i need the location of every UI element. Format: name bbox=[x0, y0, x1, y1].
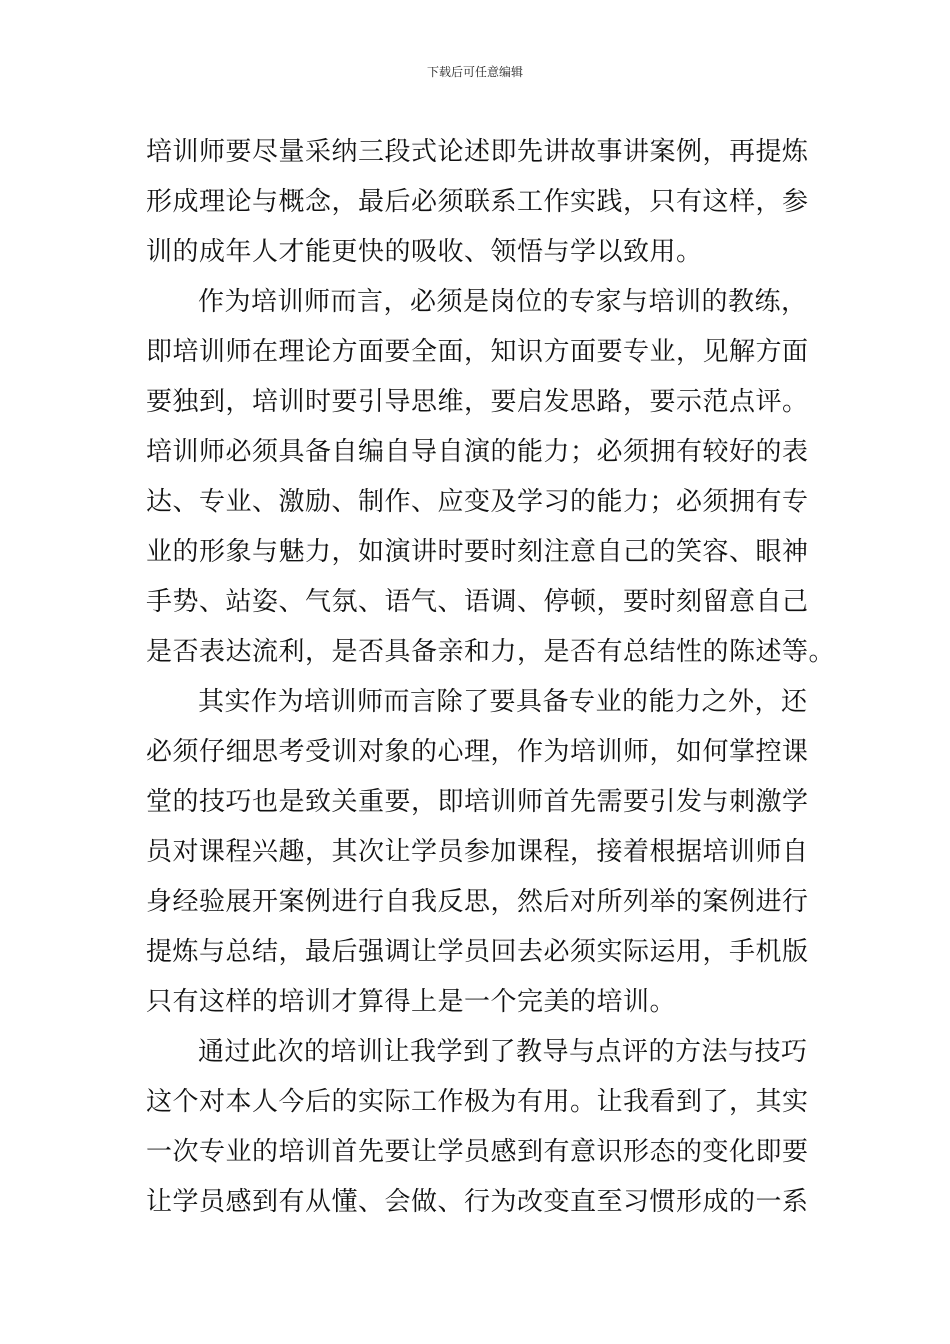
paragraph-first-line: 其实作为培训师而言除了要具备专业的能力之外，还 bbox=[198, 687, 808, 717]
text-line: 培训师要尽量采纳三段式论述即先讲故事讲案例，再提炼 bbox=[146, 137, 809, 167]
text-line: 只有这样的培训才算得上是一个完美的培训。 bbox=[146, 987, 677, 1017]
text-line: 形成理论与概念，最后必须联系工作实践，只有这样，参 bbox=[146, 187, 809, 217]
text-line: 员对课程兴趣，其次让学员参加课程，接着根据培训师自 bbox=[146, 837, 809, 867]
text-line: 达、专业、激励、制作、应变及学习的能力；必须拥有专 bbox=[146, 487, 809, 517]
text-line: 要独到，培训时要引导思维，要启发思路，要示范点评。 bbox=[146, 387, 809, 417]
text-line: 这个对本人今后的实际工作极为有用。让我看到了，其实 bbox=[146, 1087, 809, 1117]
text-line: 训的成年人才能更快的吸收、领悟与学以致用。 bbox=[146, 237, 703, 267]
text-line: 即培训师在理论方面要全面，知识方面要专业，见解方面 bbox=[146, 337, 809, 367]
text-line: 身经验展开案例进行自我反思，然后对所列举的案例进行 bbox=[146, 887, 809, 917]
text-line: 提炼与总结，最后强调让学员回去必须实际运用，手机版 bbox=[146, 937, 809, 967]
text-line: 手势、站姿、气氛、语气、语调、停顿，要时刻留意自己 bbox=[146, 587, 809, 617]
paragraph-first-line: 作为培训师而言，必须是岗位的专家与培训的教练， bbox=[198, 287, 808, 317]
text-line: 必须仔细思考受训对象的心理，作为培训师，如何掌控课 bbox=[146, 737, 809, 767]
paragraph-first-line: 通过此次的培训让我学到了教导与点评的方法与技巧 bbox=[198, 1037, 808, 1067]
text-line: 是否表达流利，是否具备亲和力，是否有总结性的陈述等。 bbox=[146, 637, 836, 667]
text-line: 培训师必须具备自编自导自演的能力；必须拥有较好的表 bbox=[146, 437, 809, 467]
text-line: 业的形象与魅力，如演讲时要时刻注意自己的笑容、眼神 bbox=[146, 537, 809, 567]
page-header: 下载后可任意编辑 bbox=[426, 65, 523, 79]
text-line: 一次专业的培训首先要让学员感到有意识形态的变化即要 bbox=[146, 1137, 809, 1167]
document-body bbox=[146, 127, 836, 1227]
text-line: 堂的技巧也是致关重要，即培训师首先需要引发与刺激学 bbox=[146, 787, 809, 817]
text-line: 让学员感到有从懂、会做、行为改变直至习惯形成的一系 bbox=[146, 1187, 809, 1217]
